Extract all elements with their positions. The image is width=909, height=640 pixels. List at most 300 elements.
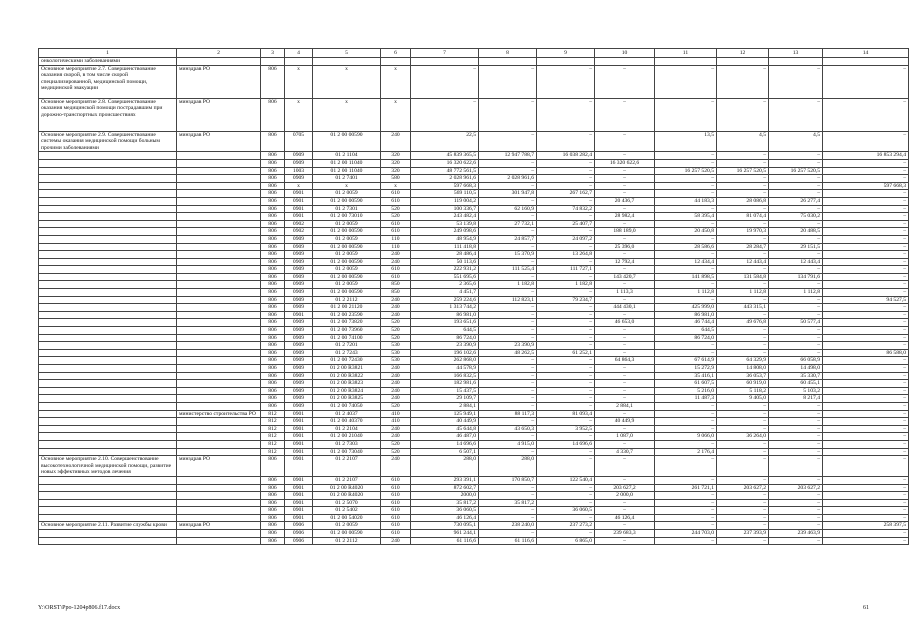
cell-year-2019: – — [769, 402, 823, 410]
cell-grbs: 806 — [261, 243, 285, 251]
cell-executor — [177, 476, 261, 484]
cell-year-2017: 5 216,0 — [655, 387, 717, 395]
cell-year-2015: – — [537, 484, 595, 492]
cell-year-2017 — [655, 58, 717, 66]
cell-activity — [39, 372, 177, 380]
cell-year-2017: – — [655, 476, 717, 484]
cell-year-2016: – — [595, 440, 655, 448]
header-cell-total: 7 — [411, 49, 479, 58]
cell-grbs: 806 — [261, 456, 285, 477]
cell-activity — [39, 402, 177, 410]
cell-year-2015: – — [537, 418, 595, 426]
cell-year-2018: 131 584,8 — [717, 273, 769, 281]
cell-executor — [177, 357, 261, 365]
cell-total: 23 390,9 — [411, 342, 479, 350]
cell-year-2016: – — [595, 152, 655, 160]
cell-grbs: 806 — [261, 499, 285, 507]
cell-year-2018: – — [717, 266, 769, 274]
cell-year-2016: 64 864,3 — [595, 357, 655, 365]
cell-vr: 610 — [381, 197, 411, 205]
cell-year-2016: 1 087,0 — [595, 433, 655, 441]
cell-activity — [39, 197, 177, 205]
cell-year-2016: 143 420,7 — [595, 273, 655, 281]
cell-year-2020: – — [823, 220, 909, 228]
cell-vr: 610 — [381, 484, 411, 492]
cell-executor — [177, 402, 261, 410]
cell-year-2018: – — [717, 448, 769, 456]
cell-total: 50 113,6 — [411, 258, 479, 266]
table-row — [39, 365, 909, 373]
cell-year-2015: – — [537, 357, 595, 365]
cell-year-2014: – — [479, 484, 537, 492]
cell-total: 46 126,4 — [411, 514, 479, 522]
cell-year-2014: – — [479, 418, 537, 426]
cell-csr: x — [313, 98, 381, 131]
cell-vr: 240 — [381, 258, 411, 266]
cell-year-2020: – — [823, 342, 909, 350]
cell-rzpr: x — [285, 182, 313, 190]
cell-year-2015: – — [537, 448, 595, 456]
table-row — [39, 342, 909, 350]
cell-vr: 520 — [381, 448, 411, 456]
cell-rzpr: 0705 — [285, 131, 313, 152]
cell-year-2014: 111 525,4 — [479, 266, 537, 274]
table-row — [39, 251, 909, 259]
cell-total: 262 868,0 — [411, 357, 479, 365]
cell-total: 551 695,6 — [411, 273, 479, 281]
cell-year-2017: 20 450,8 — [655, 228, 717, 236]
cell-executor — [177, 296, 261, 304]
table-row — [39, 380, 909, 388]
cell-csr: 01 2 00 00590 — [313, 243, 381, 251]
cell-year-2014: – — [479, 387, 537, 395]
table-row — [39, 311, 909, 319]
cell-activity — [39, 425, 177, 433]
cell-year-2016 — [595, 58, 655, 66]
cell-total: 6 507,1 — [411, 448, 479, 456]
cell-year-2018: 19 970,3 — [717, 228, 769, 236]
cell-year-2018: 36 264,0 — [717, 433, 769, 441]
header-cell-year-2015: 9 — [537, 49, 595, 58]
cell-csr: 01 2 00 73960 — [313, 327, 381, 335]
cell-year-2016: – — [595, 131, 655, 152]
cell-year-2015: 3 952,5 — [537, 425, 595, 433]
cell-activity — [39, 304, 177, 312]
cell-year-2020: – — [823, 98, 909, 131]
cell-total: 872 602,7 — [411, 484, 479, 492]
cell-grbs: 806 — [261, 197, 285, 205]
cell-vr: 240 — [381, 311, 411, 319]
cell-csr: 01 2 00 21040 — [313, 433, 381, 441]
cell-year-2017: – — [655, 349, 717, 357]
cell-year-2014: – — [479, 365, 537, 373]
cell-year-2020 — [823, 58, 909, 66]
cell-year-2018: – — [717, 152, 769, 160]
cell-year-2017: 425 999,0 — [655, 304, 717, 312]
cell-year-2014: 23 390,9 — [479, 342, 537, 350]
cell-executor — [177, 289, 261, 297]
cell-grbs: 806 — [261, 530, 285, 538]
cell-year-2019: – — [769, 152, 823, 160]
cell-year-2016: – — [595, 342, 655, 350]
cell-executor — [177, 167, 261, 175]
cell-vr: 610 — [381, 492, 411, 500]
cell-year-2015: 36 060,5 — [537, 507, 595, 515]
cell-year-2014: – — [479, 228, 537, 236]
cell-year-2017: 44 183,3 — [655, 197, 717, 205]
cell-activity — [39, 190, 177, 198]
cell-csr: 01 2 0059 — [313, 522, 381, 530]
cell-rzpr: 0909 — [285, 372, 313, 380]
cell-year-2014: 15 370,9 — [479, 251, 537, 259]
cell-grbs: 806 — [261, 152, 285, 160]
cell-vr: 240 — [381, 537, 411, 545]
cell-year-2015: 16 038 282,4 — [537, 152, 595, 160]
cell-year-2018: – — [717, 418, 769, 426]
cell-year-2018: – — [717, 235, 769, 243]
cell-rzpr: 0909 — [285, 273, 313, 281]
cell-total: 119 004,2 — [411, 197, 479, 205]
cell-year-2020: – — [823, 418, 909, 426]
cell-vr: 610 — [381, 228, 411, 236]
cell-rzpr: 0909 — [285, 342, 313, 350]
cell-total: 644,5 — [411, 327, 479, 335]
cell-executor: минздрав РО — [177, 522, 261, 530]
cell-year-2018: – — [717, 190, 769, 198]
cell-year-2019: – — [769, 190, 823, 198]
cell-total: 243 482,4 — [411, 213, 479, 221]
cell-year-2015: – — [537, 387, 595, 395]
cell-activity — [39, 507, 177, 515]
cell-grbs: 806 — [261, 357, 285, 365]
cell-total: 193 651,6 — [411, 319, 479, 327]
cell-total: 35 817,2 — [411, 499, 479, 507]
cell-year-2018: 49 676,8 — [717, 319, 769, 327]
header-cell-year-2014: 8 — [479, 49, 537, 58]
table-row — [39, 440, 909, 448]
cell-rzpr: 0902 — [285, 228, 313, 236]
cell-grbs: 806 — [261, 159, 285, 167]
cell-vr: 240 — [381, 425, 411, 433]
cell-vr: 240 — [381, 433, 411, 441]
cell-executor — [177, 311, 261, 319]
cell-year-2019: 75 030,2 — [769, 213, 823, 221]
cell-grbs: 812 — [261, 418, 285, 426]
cell-grbs: 806 — [261, 507, 285, 515]
cell-executor — [177, 387, 261, 395]
cell-vr: 520 — [381, 213, 411, 221]
cell-csr: 01 2 0059 — [313, 281, 381, 289]
cell-executor: министерство строительства РО — [177, 410, 261, 418]
cell-year-2014: – — [479, 372, 537, 380]
cell-rzpr: 0909 — [285, 296, 313, 304]
header-cell-year-2018: 12 — [717, 49, 769, 58]
cell-year-2016: 4 330,7 — [595, 448, 655, 456]
cell-year-2015: – — [537, 456, 595, 477]
cell-activity — [39, 499, 177, 507]
cell-year-2017: 67 614,9 — [655, 357, 717, 365]
cell-year-2018: – — [717, 537, 769, 545]
cell-rzpr: 0909 — [285, 243, 313, 251]
cell-rzpr: 0906 — [285, 530, 313, 538]
table-row — [39, 514, 909, 522]
cell-year-2015: 111 727,1 — [537, 266, 595, 274]
cell-rzpr: 0901 — [285, 433, 313, 441]
cell-year-2016: 1 113,3 — [595, 289, 655, 297]
cell-year-2018: – — [717, 296, 769, 304]
table-row — [39, 175, 909, 183]
cell-total: – — [411, 98, 479, 131]
cell-year-2019: – — [769, 281, 823, 289]
cell-year-2017: – — [655, 418, 717, 426]
cell-csr: 01 2 4037 — [313, 410, 381, 418]
cell-executor — [177, 372, 261, 380]
cell-csr: 01 2 00 73010 — [313, 213, 381, 221]
cell-year-2020: – — [823, 380, 909, 388]
cell-vr: 240 — [381, 304, 411, 312]
cell-total: 48 954,9 — [411, 235, 479, 243]
table-row — [39, 425, 909, 433]
cell-year-2018: 60 919,0 — [717, 380, 769, 388]
cell-total: 22,5 — [411, 131, 479, 152]
cell-grbs — [261, 58, 285, 66]
cell-year-2017: – — [655, 98, 717, 131]
cell-grbs: 806 — [261, 131, 285, 152]
cell-year-2014: – — [479, 492, 537, 500]
cell-year-2020: – — [823, 410, 909, 418]
cell-year-2016: – — [595, 410, 655, 418]
cell-activity — [39, 273, 177, 281]
cell-executor — [177, 395, 261, 403]
cell-year-2015: – — [537, 304, 595, 312]
table-row — [39, 357, 909, 365]
cell-vr: 610 — [381, 499, 411, 507]
cell-total: 111 418,8 — [411, 243, 479, 251]
cell-year-2014: – — [479, 289, 537, 297]
cell-total: 44 578,9 — [411, 365, 479, 373]
cell-grbs: 806 — [261, 205, 285, 213]
cell-year-2019: 60 455,1 — [769, 380, 823, 388]
cell-year-2015: 24 097,2 — [537, 235, 595, 243]
cell-year-2015: – — [537, 175, 595, 183]
cell-year-2018: – — [717, 342, 769, 350]
cell-csr: 01 2 00 74050 — [313, 402, 381, 410]
cell-year-2016: – — [595, 327, 655, 335]
table-row — [39, 349, 909, 357]
cell-year-2014: – — [479, 197, 537, 205]
cell-year-2015: 79 234,7 — [537, 296, 595, 304]
table-row — [39, 402, 909, 410]
cell-activity — [39, 334, 177, 342]
cell-year-2018: – — [717, 440, 769, 448]
table-row — [39, 197, 909, 205]
cell-year-2016: 25 396,0 — [595, 243, 655, 251]
header-cell-rzpr: 4 — [285, 49, 313, 58]
table-row — [39, 492, 909, 500]
cell-grbs: 806 — [261, 190, 285, 198]
cell-executor — [177, 190, 261, 198]
cell-vr: 410 — [381, 418, 411, 426]
cell-activity — [39, 440, 177, 448]
cell-year-2017: – — [655, 175, 717, 183]
header-cell-year-2019: 13 — [769, 49, 823, 58]
cell-activity — [39, 484, 177, 492]
cell-vr: 240 — [381, 372, 411, 380]
cell-rzpr: 0901 — [285, 190, 313, 198]
cell-year-2017: – — [655, 402, 717, 410]
cell-year-2018: – — [717, 281, 769, 289]
cell-executor — [177, 235, 261, 243]
cell-year-2020: – — [823, 484, 909, 492]
cell-year-2015: – — [537, 182, 595, 190]
cell-rzpr: 0909 — [285, 395, 313, 403]
cell-rzpr: 0901 — [285, 440, 313, 448]
cell-year-2016: – — [595, 380, 655, 388]
cell-year-2016: – — [595, 190, 655, 198]
cell-year-2014: 48 262,5 — [479, 349, 537, 357]
cell-year-2019: – — [769, 349, 823, 357]
cell-year-2016: 2 884,1 — [595, 402, 655, 410]
cell-grbs: 812 — [261, 440, 285, 448]
table-row — [39, 228, 909, 236]
cell-total: 53 139,8 — [411, 220, 479, 228]
cell-year-2020: – — [823, 190, 909, 198]
cell-total: 2 884,1 — [411, 402, 479, 410]
cell-csr: 01 2 2107 — [313, 456, 381, 477]
cell-total: 249 098,6 — [411, 228, 479, 236]
cell-year-2015 — [537, 58, 595, 66]
cell-csr: 01 2 2104 — [313, 425, 381, 433]
cell-grbs: 806 — [261, 484, 285, 492]
cell-total: 40 449,9 — [411, 418, 479, 426]
cell-executor — [177, 433, 261, 441]
cell-year-2017: – — [655, 456, 717, 477]
cell-grbs: 806 — [261, 167, 285, 175]
cell-year-2018: – — [717, 65, 769, 98]
cell-year-2014: 62 160,9 — [479, 205, 537, 213]
cell-executor — [177, 228, 261, 236]
cell-year-2015: 25 407,7 — [537, 220, 595, 228]
cell-executor — [177, 273, 261, 281]
cell-year-2014: – — [479, 433, 537, 441]
cell-csr: 01 2 00 54020 — [313, 514, 381, 522]
table-row — [39, 190, 909, 198]
cell-csr: 01 2 00 00590 — [313, 273, 381, 281]
cell-rzpr: 0901 — [285, 425, 313, 433]
cell-year-2015: – — [537, 65, 595, 98]
table-row — [39, 507, 909, 515]
cell-vr: 610 — [381, 530, 411, 538]
cell-grbs: 806 — [261, 281, 285, 289]
cell-year-2020: 258 397,5 — [823, 522, 909, 530]
cell-year-2020: – — [823, 537, 909, 545]
cell-year-2019: – — [769, 65, 823, 98]
cell-year-2016: – — [595, 365, 655, 373]
cell-grbs: 806 — [261, 98, 285, 131]
cell-year-2019: 5 103,2 — [769, 387, 823, 395]
table-row — [39, 372, 909, 380]
cell-year-2020: – — [823, 327, 909, 335]
cell-year-2019: – — [769, 456, 823, 477]
cell-executor — [177, 507, 261, 515]
cell-total: 196 102,6 — [411, 349, 479, 357]
cell-year-2017: 244 703,0 — [655, 530, 717, 538]
table-row — [39, 205, 909, 213]
cell-csr: 01 2 00 R3822 — [313, 372, 381, 380]
cell-executor — [177, 243, 261, 251]
cell-year-2020: – — [823, 131, 909, 152]
cell-year-2016: – — [595, 175, 655, 183]
cell-year-2016: 46 126,4 — [595, 514, 655, 522]
cell-year-2019: – — [769, 327, 823, 335]
cell-activity — [39, 175, 177, 183]
cell-year-2014: – — [479, 357, 537, 365]
cell-total: 16 320 622,6 — [411, 159, 479, 167]
cell-csr: 01 2 7303 — [313, 440, 381, 448]
cell-year-2017: – — [655, 251, 717, 259]
cell-year-2014: – — [479, 182, 537, 190]
cell-year-2015: – — [537, 402, 595, 410]
cell-activity — [39, 514, 177, 522]
cell-year-2014: – — [479, 167, 537, 175]
cell-year-2015: 14 696,6 — [537, 440, 595, 448]
cell-year-2020: – — [823, 235, 909, 243]
cell-rzpr: 0909 — [285, 281, 313, 289]
cell-year-2014: 27 732,1 — [479, 220, 537, 228]
cell-csr: 01 2 00 R3825 — [313, 395, 381, 403]
cell-year-2019: – — [769, 522, 823, 530]
cell-grbs: 806 — [261, 220, 285, 228]
cell-year-2016: – — [595, 334, 655, 342]
cell-rzpr: 0909 — [285, 266, 313, 274]
cell-grbs: 806 — [261, 228, 285, 236]
table-row — [39, 266, 909, 274]
cell-executor — [177, 530, 261, 538]
cell-year-2014: – — [479, 530, 537, 538]
cell-year-2018: – — [717, 507, 769, 515]
cell-executor — [177, 537, 261, 545]
cell-year-2015: – — [537, 530, 595, 538]
cell-vr: 850 — [381, 289, 411, 297]
cell-year-2016: 444 430,1 — [595, 304, 655, 312]
cell-csr: 01 2 00 73040 — [313, 448, 381, 456]
cell-activity — [39, 228, 177, 236]
cell-vr: 240 — [381, 456, 411, 477]
cell-year-2020: – — [823, 499, 909, 507]
table-row — [39, 98, 909, 131]
document-page — [38, 48, 906, 545]
cell-year-2017: – — [655, 410, 717, 418]
cell-total: 45 839 365,5 — [411, 152, 479, 160]
cell-rzpr: 0901 — [285, 410, 313, 418]
cell-year-2014: 24 857,7 — [479, 235, 537, 243]
cell-year-2019: – — [769, 476, 823, 484]
cell-year-2017: – — [655, 296, 717, 304]
cell-year-2014: – — [479, 507, 537, 515]
cell-rzpr: 0909 — [285, 387, 313, 395]
cell-year-2015: – — [537, 289, 595, 297]
cell-activity — [39, 357, 177, 365]
cell-csr: 01 2 00 R4020 — [313, 484, 381, 492]
cell-year-2015: – — [537, 159, 595, 167]
cell-year-2020: – — [823, 372, 909, 380]
cell-year-2019: – — [769, 205, 823, 213]
cell-grbs: 806 — [261, 334, 285, 342]
cell-vr: 610 — [381, 522, 411, 530]
cell-year-2018: – — [717, 476, 769, 484]
cell-year-2020: – — [823, 319, 909, 327]
table-row — [39, 410, 909, 418]
